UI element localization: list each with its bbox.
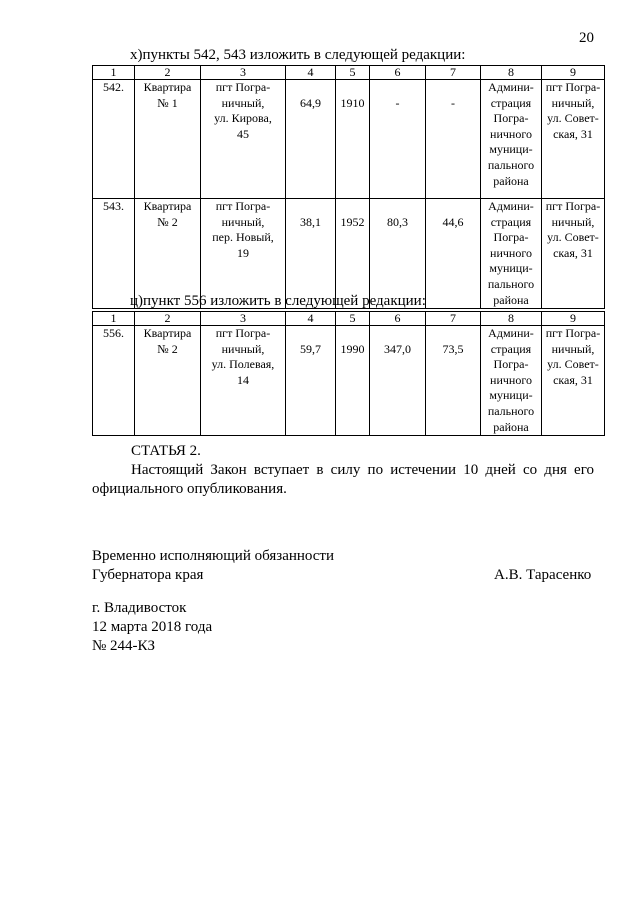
column-header: 7: [426, 66, 481, 80]
column-header: 7: [426, 312, 481, 326]
table-row: [93, 80, 605, 199]
cell-holder: Админи- страция Погра- ничного муници- пального района: [481, 80, 542, 199]
cell-number: 542.: [93, 80, 135, 199]
column-header: 5: [336, 312, 370, 326]
section-x-heading: х)пункты 542, 543 изложить в следующей редакции:: [130, 47, 466, 63]
cell-col6: 347,0: [370, 326, 426, 436]
footer-city: г. Владивосток: [92, 600, 187, 616]
table-row: [93, 326, 605, 436]
cell-address: пгт Погра- ничный, ул. Полевая, 14: [201, 326, 286, 436]
column-header: 3: [201, 66, 286, 80]
footer-date: 12 марта 2018 года: [92, 619, 213, 635]
column-header: 8: [481, 312, 542, 326]
cell-area: 38,1: [286, 199, 336, 309]
cell-col6: 80,3: [370, 199, 426, 309]
column-header: 5: [336, 66, 370, 80]
column-header: 6: [370, 312, 426, 326]
column-header: 9: [542, 312, 605, 326]
cell-object: Квартира № 2: [135, 199, 201, 309]
cell-object: Квартира № 1: [135, 80, 201, 199]
cell-col7: -: [426, 80, 481, 199]
column-header: 4: [286, 312, 336, 326]
cell-col7: 44,6: [426, 199, 481, 309]
article-text: Настоящий Закон вступает в силу по истечении 10 дней со дня его официального опубликования.: [92, 462, 594, 497]
signature-position-line2: Губернатора края: [92, 567, 204, 583]
signatory-name: А.В. Тарасенко: [494, 567, 592, 583]
cell-area: 59,7: [286, 326, 336, 436]
cell-col6: -: [370, 80, 426, 199]
section-c-table: [92, 311, 605, 436]
cell-col7: 73,5: [426, 326, 481, 436]
cell-area: 64,9: [286, 80, 336, 199]
column-header: 8: [481, 66, 542, 80]
cell-year: 1910: [336, 80, 370, 199]
cell-address: пгт Погра- ничный, пер. Новый, 19: [201, 199, 286, 309]
column-header: 1: [93, 312, 135, 326]
column-header: 1: [93, 66, 135, 80]
cell-year: 1952: [336, 199, 370, 309]
cell-address: пгт Погра- ничный, ул. Кирова, 45: [201, 80, 286, 199]
cell-holder-address: пгт Погра- ничный, ул. Совет- ская, 31: [542, 199, 605, 309]
column-header: 6: [370, 66, 426, 80]
cell-year: 1990: [336, 326, 370, 436]
column-header: 3: [201, 312, 286, 326]
cell-holder-address: пгт Погра- ничный, ул. Совет- ская, 31: [542, 80, 605, 199]
table-header-row: [93, 66, 605, 80]
cell-holder: Админи- страция Погра- ничного муници- пального района: [481, 326, 542, 436]
column-header: 2: [135, 312, 201, 326]
article-title: СТАТЬЯ 2.: [131, 443, 201, 459]
column-header: 9: [542, 66, 605, 80]
cell-object: Квартира № 2: [135, 326, 201, 436]
cell-number: 556.: [93, 326, 135, 436]
cell-holder: Админи- страция Погра- ничного муници- пального района: [481, 199, 542, 309]
section-x-table: [92, 65, 605, 309]
cell-number: 543.: [93, 199, 135, 309]
column-header: 2: [135, 66, 201, 80]
signature-position-line1: Временно исполняющий обязанности: [92, 548, 335, 564]
cell-holder-address: пгт Погра- ничный, ул. Совет- ская, 31: [542, 326, 605, 436]
column-header: 4: [286, 66, 336, 80]
footer-law-number: № 244-КЗ: [92, 638, 156, 654]
table-header-row: [93, 312, 605, 326]
section-c-heading: ц)пункт 556 изложить в следующей редакции:: [130, 293, 426, 309]
page-number: 20: [579, 30, 594, 46]
